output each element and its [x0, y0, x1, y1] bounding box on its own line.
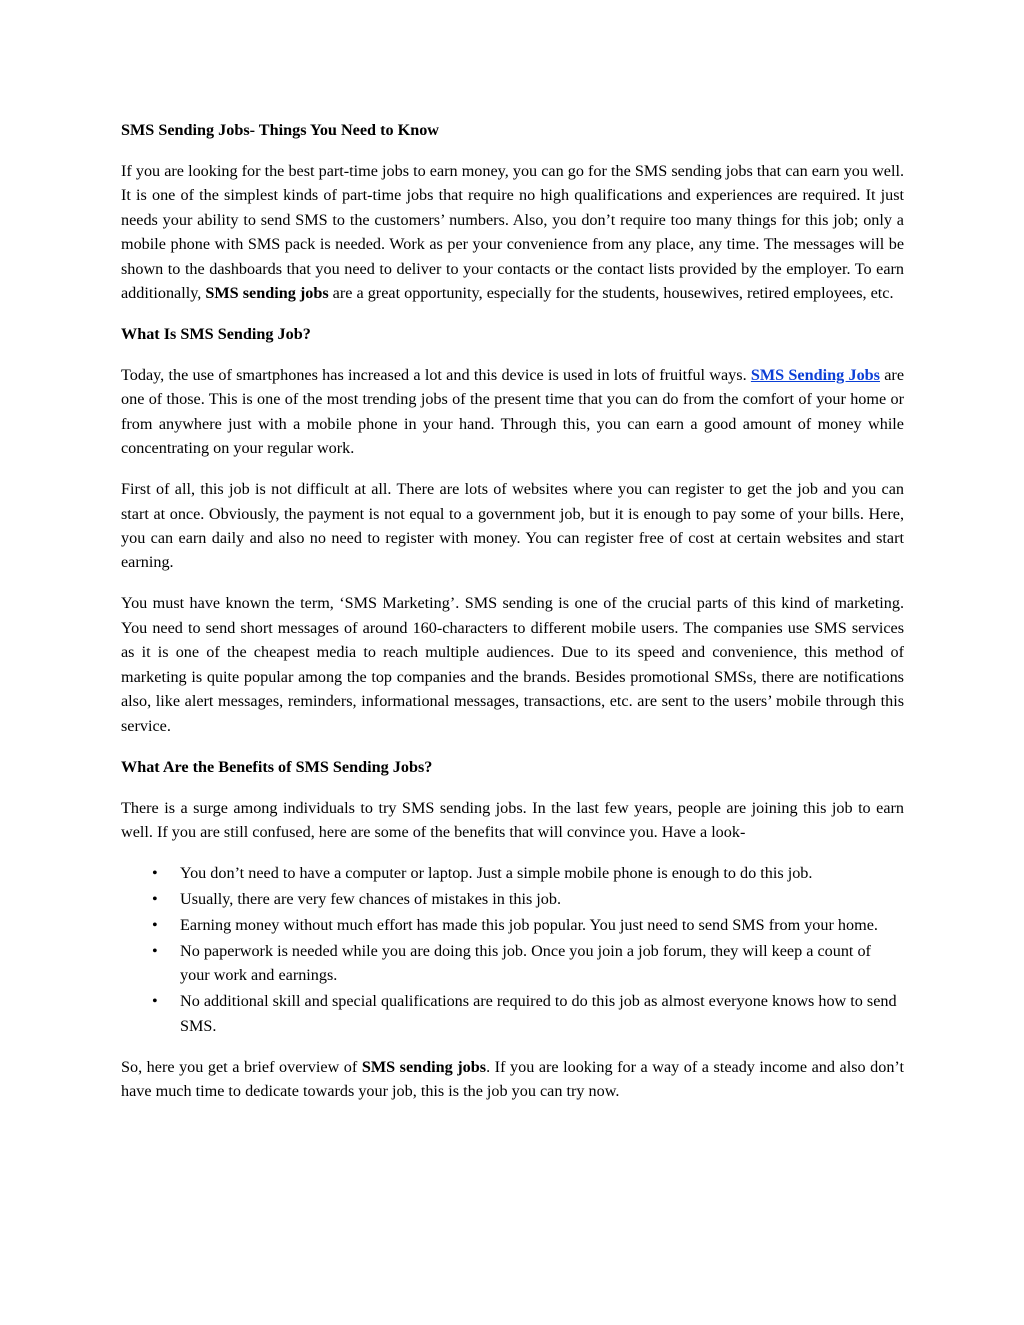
section2-heading: What Are the Benefits of SMS Sending Jobs?	[121, 757, 433, 776]
list-item-text: Usually, there are very few chances of mistakes in this job.	[180, 889, 562, 908]
list-item-text: Earning money without much effort has made this job popular. You just need to send SMS from your home.	[180, 915, 878, 934]
section1-paragraph-1	[121, 363, 904, 461]
list-item-text: No paperwork is needed while you are doing this job. Once you join a job forum, they will keep a count of your work and earnings.	[180, 941, 871, 985]
section1-p1-text-1: Today, the use of smartphones has increased a lot and this device is used in lots of fruitful ways.	[121, 366, 751, 385]
intro-bold-phrase: SMS sending jobs	[205, 284, 329, 303]
section1-p1-text-2: are one of those. This is one of the most trending jobs of the present time that you can do from the comfort of your home or from anywhere just with a mobile phone in your hand. Through this, you can earn a good amount of money while concentrating on your regular work.	[121, 366, 905, 458]
sms-sending-jobs-link[interactable]: SMS Sending Jobs	[750, 366, 880, 385]
section1-paragraph-2: First of all, this job is not difficult at all. There are lots of websites where you can register to get the job and you can start at once. Obviously, the payment is not equal to a government job, but it is enough to pay some of your bills. Here, you can earn daily and also no need to register with money. You can register free of cost at certain websites and start earning.	[121, 480, 904, 572]
document-title: SMS Sending Jobs- Things You Need to Know	[121, 121, 439, 139]
list-item	[121, 913, 904, 937]
list-item	[121, 887, 904, 911]
list-item-text: No additional skill and special qualifications are required to do this job as almost everyone knows how to send SMS.	[180, 992, 897, 1035]
list-item	[121, 861, 904, 885]
bullet-icon: •	[152, 915, 158, 934]
section1-heading: What Is SMS Sending Job?	[121, 325, 311, 344]
intro-text-2: are a great opportunity, especially for the students, housewives, retired employees, etc.	[328, 284, 894, 303]
list-item	[121, 989, 904, 1038]
intro-paragraph	[121, 159, 904, 305]
bullet-icon: •	[152, 863, 158, 882]
benefits-list	[121, 861, 904, 1038]
bullet-icon: •	[152, 889, 158, 908]
section2-paragraph-1: There is a surge among individuals to try SMS sending jobs. In the last few years, people are joining this job to earn well. If you are still confused, here are some of the benefits that will convince you. Have a look-	[121, 798, 904, 841]
list-item	[121, 939, 904, 988]
closing-bold-phrase: SMS sending jobs	[361, 1057, 487, 1076]
bullet-icon: •	[152, 941, 158, 960]
bullet-icon: •	[152, 992, 158, 1011]
section1-paragraph-3: You must have known the term, ‘SMS Marketing’. SMS sending is one of the crucial parts of this kind of marketing. You need to send short messages of around 160-characters to different mobile users. The companies use SMS services as it is one of the cheapest media to reach multiple audiences. Due to its speed and convenience, this method of marketing is quite popular among the top companies and the brands. Besides promotional SMSs, there are notifications also, like alert messages, reminders, informational messages, transactions, etc. are sent to the users’ mobile through this service.	[121, 594, 904, 735]
intro-text-1: If you are looking for the best part-time jobs to earn money, you can go for the SMS sending jobs that can earn you well. It is one of the simplest kinds of part-time jobs that require no high qualifications and experiences are required. It just needs your ability to send SMS to the customers’ numbers. Also, you don’t require too many things for this job; only a mobile phone with SMS pack is needed. Work as per your convenience from any place, any time. The messages will be shown to the dashboards that you need to deliver to your contacts or the contact lists provided by the employer. To earn additionally,	[121, 162, 904, 303]
closing-paragraph	[121, 1055, 904, 1104]
document-page	[121, 118, 904, 1120]
closing-text-2: . If you are looking for a way of a steady income and also don’t have much time to dedicate towards your job, this is the job you can try now.	[121, 1057, 905, 1101]
closing-text-1: So, here you get a brief overview of	[121, 1057, 362, 1076]
list-item-text: You don’t need to have a computer or laptop. Just a simple mobile phone is enough to do this job.	[180, 863, 813, 882]
